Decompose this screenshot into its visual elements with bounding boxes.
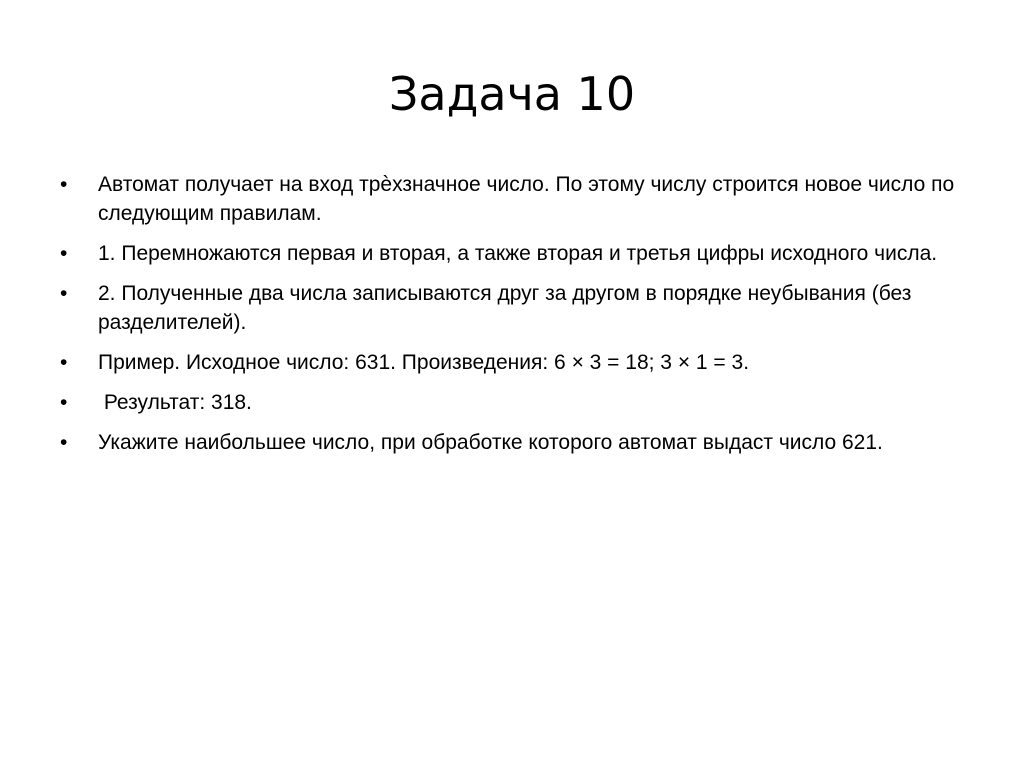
bullet-glyph: • [60,173,68,196]
bullet-glyph: • [60,431,68,454]
bullet-list [60,170,980,468]
bullet-glyph: • [60,282,68,305]
bullet-text: Укажите наибольшее число, при обработке которого автомат выдаст число 621. [98,431,883,454]
slide-title: Задача 10 [388,67,636,121]
bullet-glyph: • [60,242,68,265]
bullet-glyph: • [60,351,68,374]
bullet-text: Пример. Исходное число: 631. Произведения: 6 × 3 = 18; 3 × 1 = 3. [98,351,750,374]
bullet-item [60,279,980,337]
bullet-item [60,348,980,377]
bullet-text: Результат: 318. [98,391,252,414]
bullet-text: Автомат получает на вход трѐхзначное число. По этому числу строится новое число по следующим правилам. [98,173,955,225]
bullet-item [60,388,980,417]
bullet-item [60,239,980,268]
bullet-glyph: • [60,391,68,414]
bullet-item [60,170,980,228]
bullet-text: 1. Перемножаются первая и вторая, а также вторая и третья цифры исходного числа. [98,242,938,265]
bullet-text: 2. Полученные два числа записываются друг за другом в порядке неубывания (без разделителей). [98,282,912,334]
bullet-item [60,428,980,457]
